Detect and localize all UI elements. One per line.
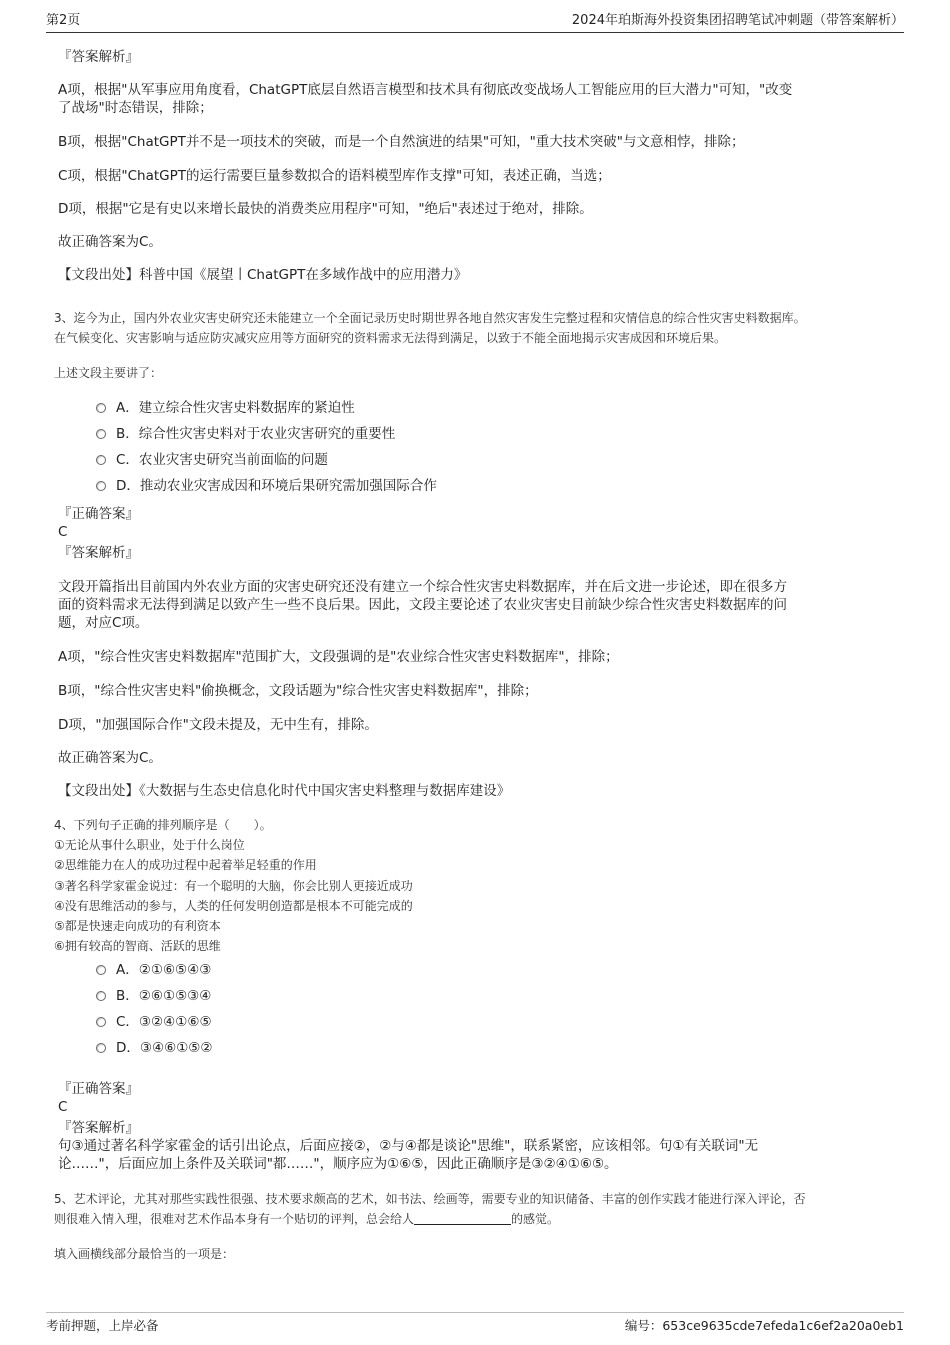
q2-analysis-label: 『答案解析』 bbox=[58, 49, 139, 65]
q3-stem-line2: 在气候变化、灾害影响与适应防灾减灾应用等方面研究的资料需求无法得到满足，以致于不能全面地揭示灾害成因和环境后果。 bbox=[54, 331, 727, 345]
radio-icon[interactable] bbox=[96, 965, 106, 975]
q4-option-b[interactable]: B．②⑥①⑤③④ bbox=[96, 987, 211, 1005]
footer-slogan: 考前押题，上岸必备 bbox=[46, 1318, 159, 1333]
q3-analysis-d: D项，"加强国际合作"文段未提及，无中生有，排除。 bbox=[58, 717, 378, 733]
q2-conclusion: 故正确答案为C。 bbox=[58, 234, 162, 250]
page-header bbox=[46, 12, 904, 33]
q4-item-1: ①无论从事什么职业，处于什么岗位 bbox=[54, 838, 245, 852]
q3-source: 【文段出处】《大数据与生态史信息化时代中国灾害史料整理与数据库建设》 bbox=[58, 783, 511, 799]
q3-question: 上述文段主要讲了： bbox=[54, 366, 163, 380]
q2-analysis-a-line2: 了战场"时态错误，排除； bbox=[58, 100, 213, 116]
q4-stem: 4、下列句子正确的排列顺序是（ ）。 bbox=[54, 818, 272, 832]
q4-analysis-line2: 论……"，后面应加上条件及关联词"都……"，顺序应为①⑥⑤，因此正确顺序是③②④①⑥⑤。 bbox=[58, 1156, 618, 1172]
q4-option-c[interactable]: C．③②④①⑥⑤ bbox=[96, 1013, 212, 1031]
page-footer bbox=[46, 1312, 904, 1337]
q2-analysis-b: B项，根据"ChatGPT并不是一项技术的突破，而是一个自然演进的结果"可知，"重大技术突破"与文意相悖，排除； bbox=[58, 134, 745, 150]
q4-item-3: ③著名科学家霍金说过：有一个聪明的大脑，你会比别人更接近成功 bbox=[54, 879, 413, 893]
radio-icon[interactable] bbox=[96, 991, 106, 1001]
document-id: 编号：653ce9635cde7efeda1c6ef2a20a0eb1 bbox=[624, 1318, 904, 1333]
q5-stem-line1: 5、艺术评论，尤其对那些实践性很强、技术要求颇高的艺术，如书法、绘画等，需要专业的知识储备、丰富的创作实践才能进行深入评论，否 bbox=[54, 1192, 806, 1206]
q3-analysis-b: B项，"综合性灾害史料"偷换概念，文段话题为"综合性灾害史料数据库"，排除； bbox=[58, 683, 538, 699]
radio-icon[interactable] bbox=[96, 429, 106, 439]
q4-correct-label: 『正确答案』 bbox=[58, 1081, 139, 1097]
q3-option-b[interactable]: B．综合性灾害史料对于农业灾害研究的重要性 bbox=[96, 425, 395, 443]
q4-item-2: ②思维能力在人的成功过程中起着举足轻重的作用 bbox=[54, 858, 317, 872]
q3-option-c[interactable]: C．农业灾害史研究当前面临的问题 bbox=[96, 451, 328, 469]
q3-analysis-line1: 文段开篇指出目前国内外农业方面的灾害史研究还没有建立一个综合性灾害史料数据库，并在后文进一步论述，即在很多方 bbox=[58, 579, 787, 595]
q4-option-d[interactable]: D．③④⑥①⑤② bbox=[96, 1039, 213, 1057]
q3-correct-label: 『正确答案』 bbox=[58, 506, 139, 522]
radio-icon[interactable] bbox=[96, 403, 106, 413]
q4-analysis-line1: 句③通过著名科学家霍金的话引出论点，后面应接②，②与④都是谈论"思维"，联系紧密，应该相邻。句①有关联词"无 bbox=[58, 1138, 759, 1154]
q3-analysis-line2: 面的资料需求无法得到满足以致产生一些不良后果。因此，文段主要论述了农业灾害史目前缺少综合性灾害史料数据库的问 bbox=[58, 597, 787, 613]
q5-question: 填入画横线部分最恰当的一项是： bbox=[54, 1247, 235, 1261]
q3-conclusion: 故正确答案为C。 bbox=[58, 750, 162, 766]
q3-analysis-a: A项，"综合性灾害史料数据库"范围扩大，文段强调的是"农业综合性灾害史料数据库"，排除； bbox=[58, 649, 619, 665]
document-title: 2024年珀斯海外投资集团招聘笔试冲刺题（带答案解析） bbox=[571, 13, 904, 28]
page-number: 第2页 bbox=[46, 13, 81, 28]
q4-item-5: ⑤都是快速走向成功的有利资本 bbox=[54, 919, 221, 933]
q3-option-d[interactable]: D．推动农业灾害成因和环境后果研究需加强国际合作 bbox=[96, 477, 437, 495]
radio-icon[interactable] bbox=[96, 481, 106, 491]
q3-option-a[interactable]: A．建立综合性灾害史料数据库的紧迫性 bbox=[96, 399, 355, 417]
q2-analysis-a-line1: A项，根据"从军事应用角度看，ChatGPT底层自然语言模型和技术具有彻底改变战场人工智能应用的巨大潜力"可知，"改变 bbox=[58, 82, 793, 98]
q4-option-a[interactable]: A．②①⑥⑤④③ bbox=[96, 961, 211, 979]
fill-blank bbox=[414, 1212, 511, 1225]
q3-stem-line1: 3、迄今为止，国内外农业灾害史研究还未能建立一个全面记录历史时期世界各地自然灾害发生完整过程和灾情信息的综合性灾害史料数据库。 bbox=[54, 311, 806, 325]
radio-icon[interactable] bbox=[96, 1043, 106, 1053]
q4-item-6: ⑥拥有较高的智商、活跃的思维 bbox=[54, 939, 221, 953]
q2-source: 【文段出处】科普中国《展望丨ChatGPT在多域作战中的应用潜力》 bbox=[58, 267, 468, 283]
q4-item-4: ④没有思维活动的参与，人类的任何发明创造都是根本不可能完成的 bbox=[54, 899, 413, 913]
q3-analysis-line3: 题，对应C项。 bbox=[58, 615, 149, 631]
q4-correct-answer: C bbox=[58, 1099, 68, 1115]
q2-analysis-d: D项，根据"它是有史以来增长最快的消费类应用程序"可知，"绝后"表述过于绝对，排除。 bbox=[58, 201, 593, 217]
q5-stem-line2: 则很难入情入理，很难对艺术作品本身有一个贴切的评判，总会给人 的感觉。 bbox=[54, 1212, 560, 1226]
q3-correct-answer: C bbox=[58, 524, 68, 540]
q3-analysis-label: 『答案解析』 bbox=[58, 545, 139, 561]
radio-icon[interactable] bbox=[96, 1017, 106, 1027]
radio-icon[interactable] bbox=[96, 455, 106, 465]
q2-analysis-c: C项，根据"ChatGPT的运行需要巨量参数拟合的语料模型库作支撑"可知，表述正确，当选； bbox=[58, 168, 611, 184]
q4-analysis-label: 『答案解析』 bbox=[58, 1120, 139, 1136]
